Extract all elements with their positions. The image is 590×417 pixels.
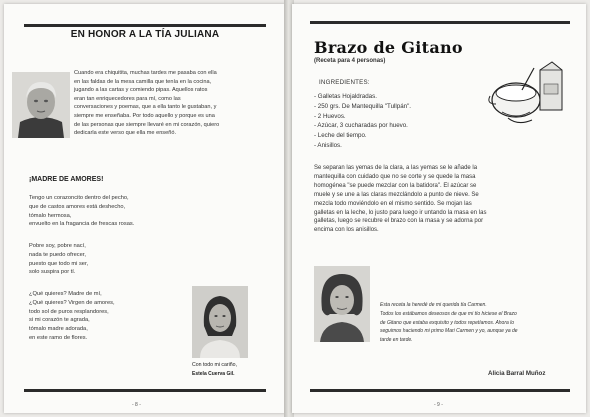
instruction-line: encima con los anisillos. bbox=[314, 227, 379, 234]
signature: Alicia Barral Muñoz bbox=[488, 370, 546, 377]
poem-line: puesto que todo mi ser, bbox=[29, 260, 89, 267]
poem-line: tómalo hermosa, bbox=[29, 212, 72, 219]
poem-stanza-2 bbox=[29, 242, 189, 277]
poem-line: solo suspira por tí. bbox=[29, 269, 76, 276]
intro-line: eran tan enriquecedores para mí, como las bbox=[74, 95, 181, 102]
estela-photo bbox=[192, 286, 248, 358]
dedication-line: Todos los estábamos deseosos de que mi tío hiciese el Brazo bbox=[380, 310, 517, 317]
instruction-line: Se separan las yemas de la clara, a las yemas se le añade la bbox=[314, 165, 478, 171]
instruction-line: galletas en la leche, lo justo para luego ir untando la masa en las bbox=[314, 209, 487, 216]
ingredient-item: - Galletas Hojaldradas. bbox=[314, 93, 377, 100]
poem-line: todo sol de puros resplandores, bbox=[29, 308, 109, 315]
right-page bbox=[292, 4, 586, 413]
instruction-line: muele y se une a las claras mezclándolo a punto de nieve. Se bbox=[314, 191, 479, 198]
ingredient-item: - 250 grs. De Mantequilla "Tullpán". bbox=[314, 102, 412, 110]
photo-caption: Con todo mi cariño, bbox=[192, 362, 237, 368]
intro-paragraph bbox=[74, 69, 274, 138]
poem-line: ¿Qué quieres? Madre de mí, bbox=[29, 291, 102, 297]
recipe-instructions bbox=[314, 164, 566, 235]
dedication-line: Esta receta la heredé de mi querida tía Carmen. bbox=[380, 302, 487, 308]
poem-line: Tengo un corazoncito dentro del pecho, bbox=[29, 195, 129, 201]
instruction-line: homogénea "se puede mezclar con la batidora". El azúcar se bbox=[314, 182, 477, 189]
recipe-title: Brazo de Gitano bbox=[314, 38, 463, 57]
instruction-line: mezcla todo moviéndolo en el mismo sentido. Se mojan las bbox=[314, 200, 472, 207]
intro-line: en las faldas de la mesa camilla que tenía en la cocina, bbox=[74, 78, 212, 85]
page-number: - 9 - bbox=[434, 402, 443, 408]
page-number: - 8 - bbox=[132, 402, 141, 408]
bottom-rule bbox=[310, 389, 570, 392]
intro-line: jugando a las cartas y comiendo pipas. Aquellos ratos bbox=[74, 87, 208, 94]
dedication-line: de Gitano que estaba exquisito y todos repetíamos. Ahora lo bbox=[380, 319, 515, 326]
ingredient-item: - Azúcar, 3 cucharadas por huevo. bbox=[314, 122, 408, 130]
tia-juliana-photo bbox=[12, 72, 70, 138]
poem-stanza-3 bbox=[29, 290, 189, 343]
recipe-dedication bbox=[380, 301, 568, 345]
poem-line: tómalo madre adorada, bbox=[29, 326, 88, 333]
poem-title: ¡MADRE DE AMORES! bbox=[29, 176, 104, 183]
ingredients-heading: INGREDIENTES: bbox=[319, 79, 370, 86]
intro-line: siempre me enseñaba. Por todo aquello y porque es una bbox=[74, 112, 215, 119]
ingredient-item: - 2 Huevos. bbox=[314, 112, 346, 120]
poem-line: ¿Qué quieres? Virgen de amores, bbox=[29, 299, 115, 306]
recipe-subtitle: (Receta para 4 personas) bbox=[314, 58, 386, 64]
author-name: Estela Cuerva Gil. bbox=[192, 371, 235, 377]
bowl-and-milk-illustration bbox=[488, 60, 566, 126]
ingredient-item: - Leche del tiempo. bbox=[314, 132, 367, 140]
poem-stanza-1 bbox=[29, 194, 189, 229]
poem-line: en este ramo de flores. bbox=[29, 334, 88, 341]
intro-line: de las personas que siempre llevaré en mi corazón, quiero bbox=[74, 121, 220, 128]
dedication-line: tarde en tarde. bbox=[380, 337, 413, 344]
top-rule bbox=[310, 21, 570, 24]
poem-line: que de castos amores está deshecho, bbox=[29, 203, 126, 210]
poem-line: envuelto en la fragancia de frescas rosas. bbox=[29, 221, 135, 228]
intro-line: dedicarla este verso que ella me enseñó. bbox=[74, 130, 176, 137]
ingredients-list bbox=[314, 92, 411, 151]
left-page bbox=[4, 4, 286, 413]
poem-line: si mi corazón te agrada, bbox=[29, 317, 90, 324]
poem-line: Pobre soy, pobre nací, bbox=[29, 243, 86, 249]
page-title: EN HONOR A LA TÍA JULIANA bbox=[70, 29, 220, 40]
top-rule bbox=[24, 24, 266, 27]
intro-line: Cuando era chiquitita, muchas tardes me pasaba con ella bbox=[74, 70, 217, 76]
poem-line: nada te puedo ofrecer, bbox=[29, 251, 86, 258]
alicia-photo bbox=[314, 266, 370, 342]
bottom-rule bbox=[24, 389, 266, 392]
ingredient-item: - Anisillos. bbox=[314, 141, 342, 149]
intro-line: conversaciones y poemas, que a ella tanto le gustaban, y bbox=[74, 104, 217, 111]
instruction-line: galletas, luego se recubre el brazo con la masa y se adorna por bbox=[314, 218, 484, 225]
instruction-line: mantequilla con cuidado que no se corte y se quede la masa bbox=[314, 173, 476, 180]
dedication-line: seguimos haciendo mi primo Mari Carmen y yo, aunque ya de bbox=[380, 328, 518, 335]
